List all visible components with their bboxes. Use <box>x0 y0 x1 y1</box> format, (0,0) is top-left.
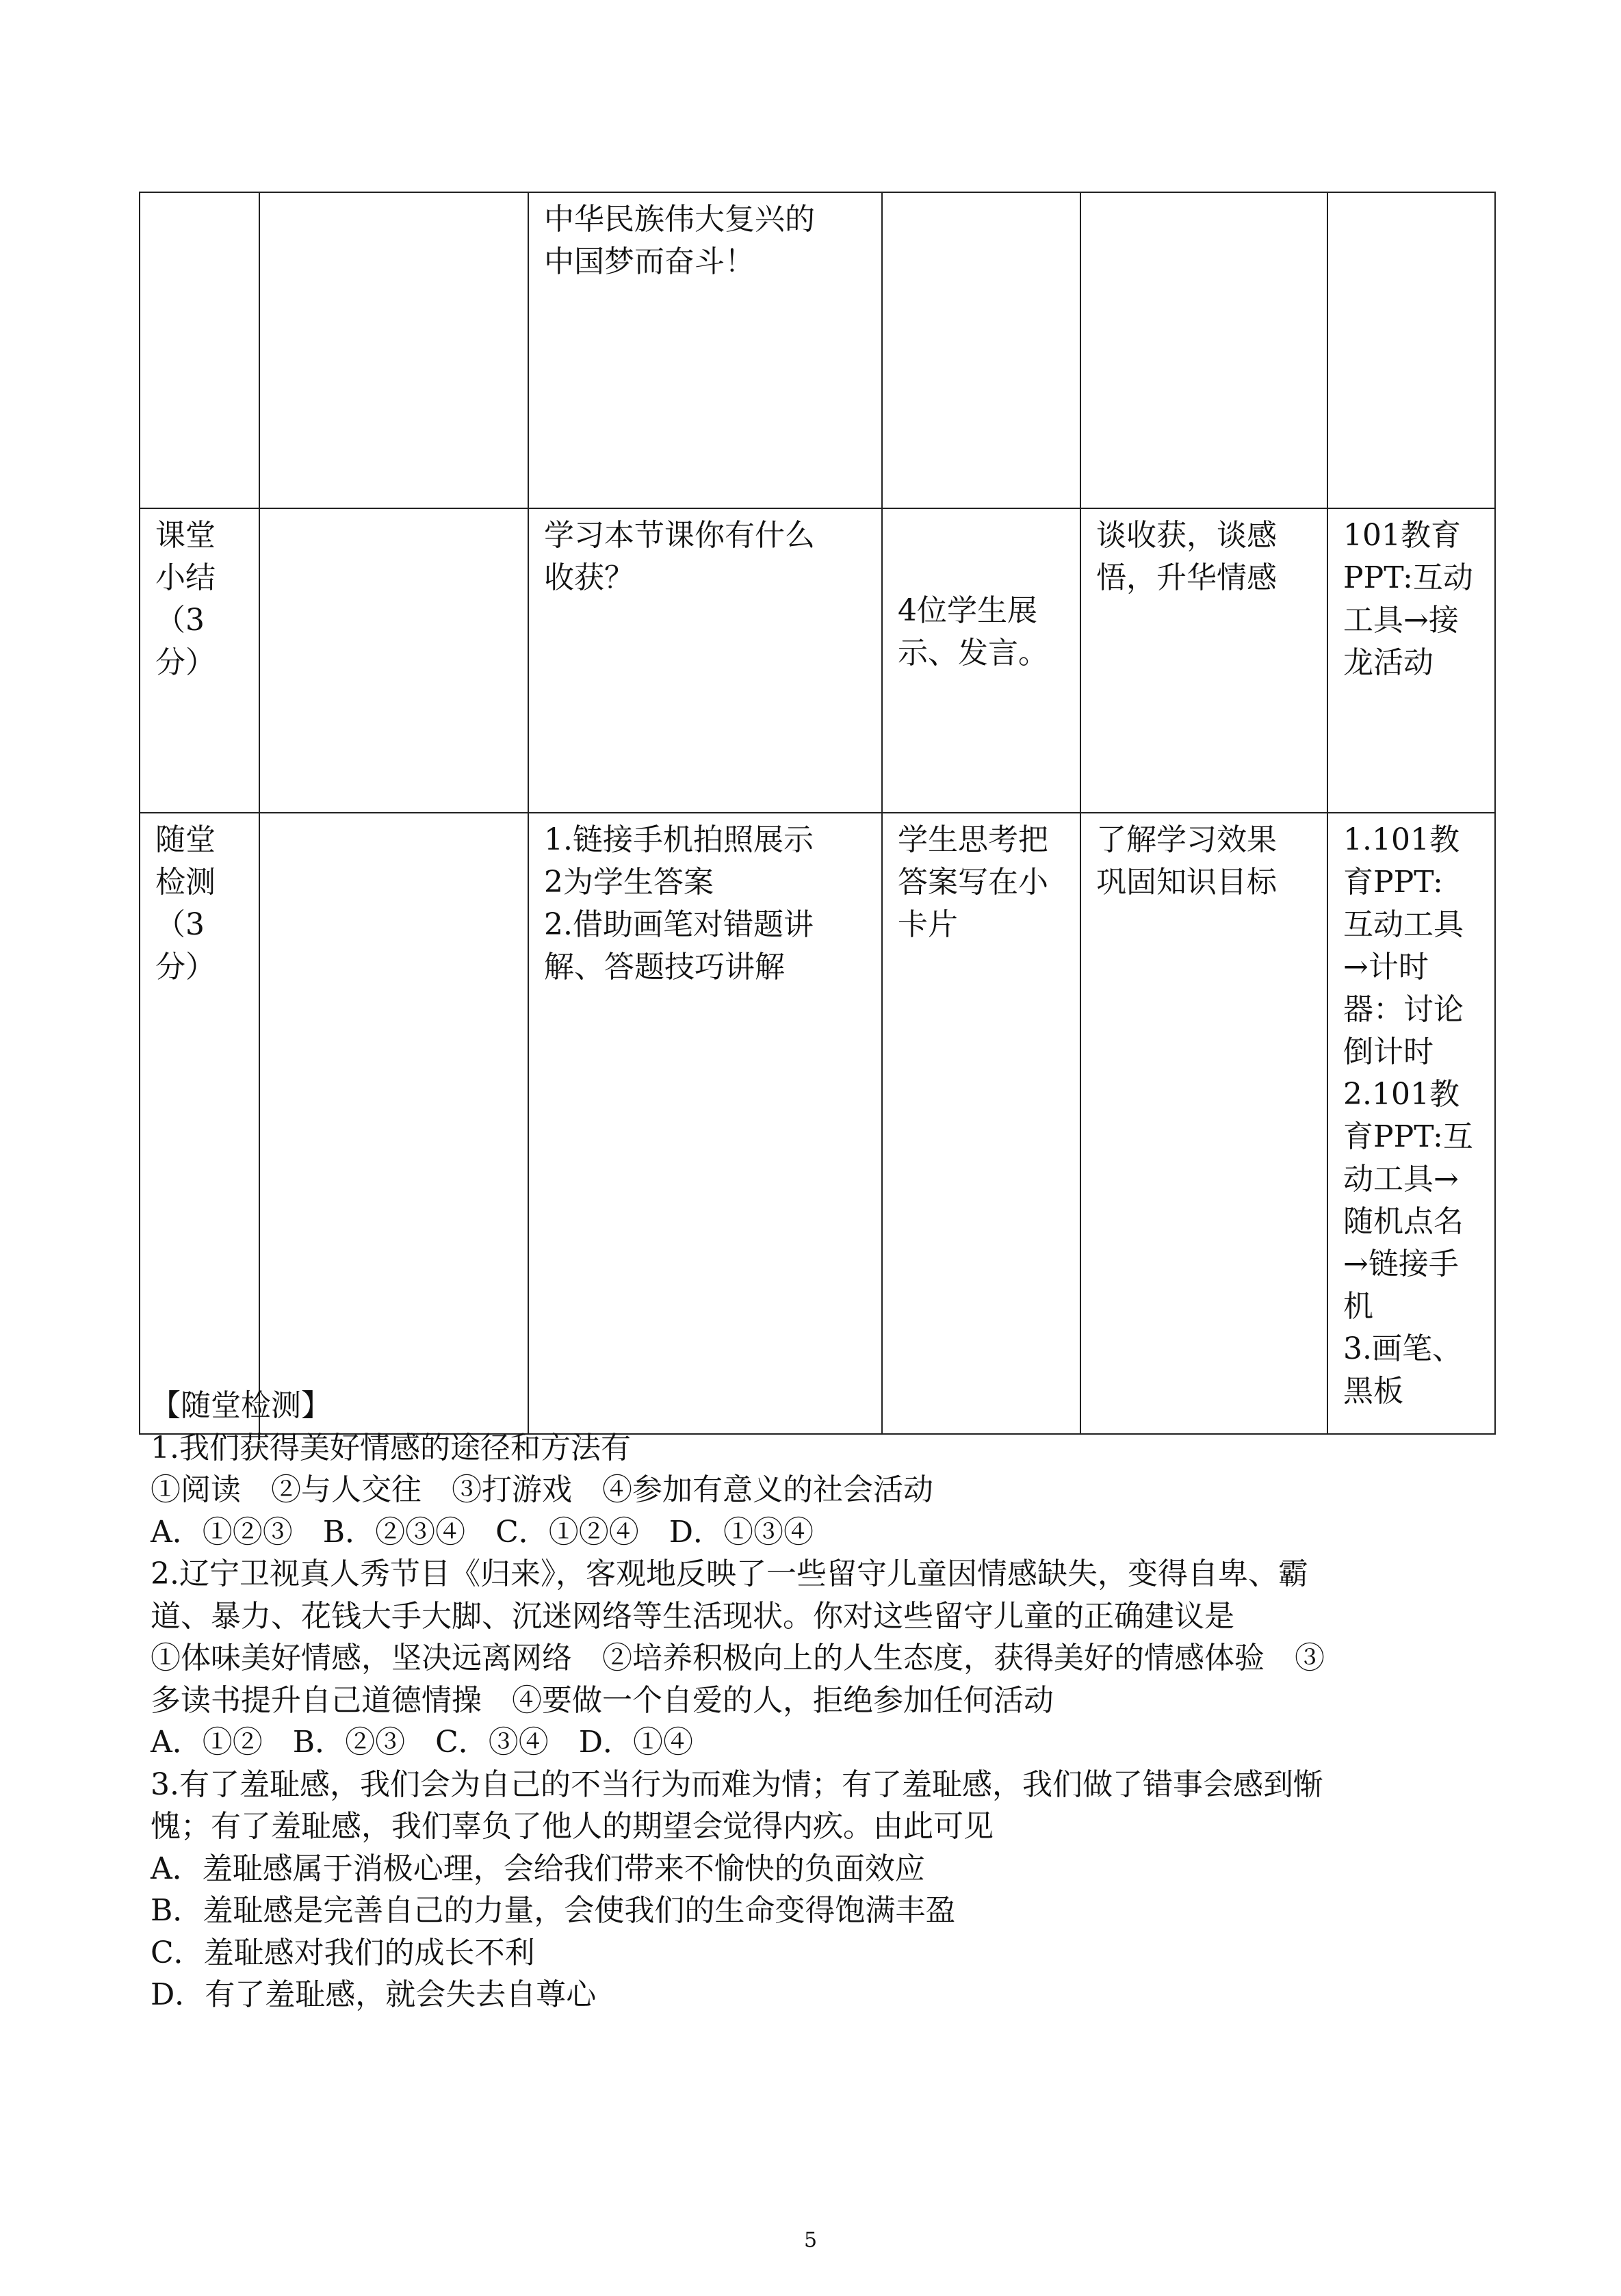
quiz-line: 1.我们获得美好情感的途径和方法有 <box>151 1430 631 1465</box>
quiz-line: 愧；有了羞耻感，我们辜负了他人的期望会觉得内疚。由此可见 <box>151 1809 994 1844</box>
student-activity-cell <box>882 192 1080 508</box>
quiz-line: 3.有了羞耻感，我们会为自己的不当行为而难为情；有了羞耻感，我们做了错事会感到惭 <box>151 1766 1323 1802</box>
quiz-line: 多读书提升自己道德情操 ④要做一个自爱的人，拒绝参加任何活动 <box>151 1682 1054 1718</box>
stage-cell: 随堂 检测 （3 分） <box>140 813 259 1434</box>
quiz-line: A．①②③ B．②③④ C．①②④ D．①③④ <box>151 1514 814 1550</box>
quiz-line: 道、暴力、花钱大手大脚、沉迷网络等生活现状。你对这些留守儿童的正确建议是 <box>151 1598 1234 1634</box>
tools-cell <box>1327 192 1495 508</box>
teacher-activity-cell: 中华民族伟大复兴的 中国梦而奋斗！ <box>528 192 882 508</box>
teacher-activity-cell: 1.链接手机拍照展示 2为学生答案 2.借助画笔对错题讲 解、答题技巧讲解 <box>528 813 882 1434</box>
table-row <box>140 813 1495 1434</box>
quiz-section <box>151 1385 1492 2016</box>
quiz-line: ①体味美好情感，坚决远离网络 ②培养积极向上的人生态度，获得美好的情感体验 ③ <box>151 1641 1325 1675</box>
design-intent-cell: 了解学习效果 巩固知识目标 <box>1080 813 1327 1434</box>
stage-cell <box>140 192 259 508</box>
design-intent-cell: 谈收获，谈感 悟，升华情感 <box>1080 508 1327 813</box>
quiz-heading: 【随堂检测】 <box>151 1388 331 1423</box>
lesson-plan-table <box>139 192 1496 1435</box>
quiz-line: 2.辽宁卫视真人秀节目《归来》，客观地反映了一些留守儿童因情感缺失，变得自卑、霸 <box>151 1556 1308 1591</box>
design-intent-cell <box>1080 192 1327 508</box>
quiz-line: B．羞耻感是完善自己的力量，会使我们的生命变得饱满丰盈 <box>151 1893 956 1928</box>
quiz-line: A．①② B．②③ C．③④ D．①④ <box>151 1725 694 1760</box>
student-activity-cell: 4位学生展 示、发言。 <box>882 508 1080 813</box>
quiz-line: ①阅读 ②与人交往 ③打游戏 ④参加有意义的社会活动 <box>151 1472 933 1507</box>
teacher-activity-cell: 学习本节课你有什么 收获？ <box>528 508 882 813</box>
tools-cell: 101教育 PPT:互动 工具→接 龙活动 <box>1327 508 1495 813</box>
table-row <box>140 508 1495 813</box>
table-row <box>140 192 1495 508</box>
quiz-line: A．羞耻感属于消极心理，会给我们带来不愉快的负面效应 <box>151 1851 925 1886</box>
student-activity-cell: 学生思考把 答案写在小 卡片 <box>882 813 1080 1434</box>
quiz-line: D．有了羞耻感，就会失去自尊心 <box>151 1977 597 2012</box>
quiz-line: C．羞耻感对我们的成长不利 <box>151 1935 535 1970</box>
content-cell <box>259 508 528 813</box>
content-cell <box>259 192 528 508</box>
content-cell <box>259 813 528 1434</box>
stage-cell: 课堂 小结 （3 分） <box>140 508 259 813</box>
tools-cell: 1.101教 育PPT: 互动工具 →计时 器：讨论 倒计时 2.101教 育PPT:互 动工具→ 随机点名 →链接手 机 3.画笔、 黑板 <box>1327 813 1495 1434</box>
page-number: 5 <box>803 2228 818 2252</box>
